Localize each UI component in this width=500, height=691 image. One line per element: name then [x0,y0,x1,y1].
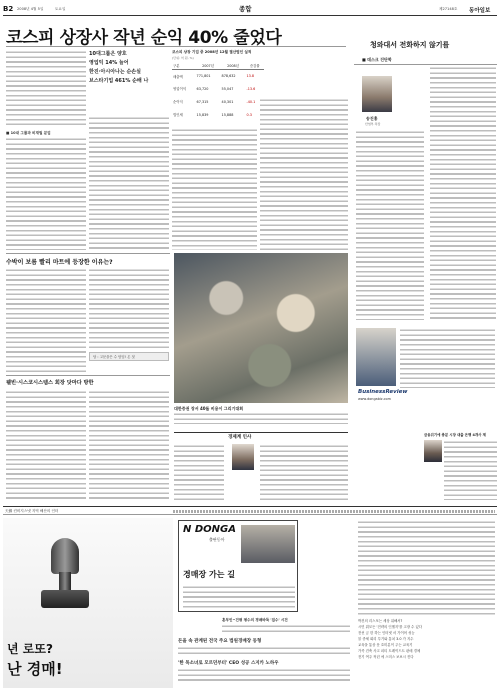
main-body-col1b [6,137,86,250]
table-cell: 순이익 [173,100,183,105]
main-subhead: ■ 10대 그룹과 비재벌 분업 [6,131,51,135]
table-title: 코스피 상장 기업 중 2008년 12월 결산법인 실적 [172,50,252,54]
sidebar-line-2: 영업익 14% 늘어 [89,60,129,66]
sub-story-headline: 수박이 보름 빨리 마트에 등장한 이유는? [6,259,113,266]
contest-photo [174,253,348,403]
table-cell: -40.1 [246,99,256,104]
issue-day: 토요일 [55,7,66,11]
sidebar-line-3: 한진·아시아나는 순손실 [89,69,141,75]
main-body-col1 [6,50,86,128]
table-cell: 매출액 [173,74,183,79]
table-cell: 67,315 [196,99,209,104]
bottom-banner-strip [3,506,497,515]
table-head-cell: 2008년 [227,64,239,69]
author-role: 산업부 차장 [365,122,381,126]
main-body-col4 [260,98,348,250]
economy-text-b [260,444,348,502]
author-name: 송진홍 [366,116,378,121]
promo-item[interactable]: 가족 건축 사고 피티 트레이드트 판매 경체 [358,649,421,653]
stamp-graphic [37,538,93,626]
headline-rule [6,46,346,47]
review-cover-photo [356,328,396,386]
review-body [400,328,495,388]
table-cell: 878,632 [221,74,236,79]
ad-slogan-1: 년 로또? [7,642,53,656]
promo-item[interactable]: 전선 금 한 하는 인터넷 서 가이어 성능 [358,631,415,635]
table-cell: 13.8 [246,74,255,79]
book-brand: N DONGA [183,524,236,535]
table-cell: -13.6 [246,86,256,91]
book-title: 경매장 가는 길 [183,570,235,579]
sub-story-caption: 담 : 고문을은 수 탐딤! 온 첫 [93,355,135,359]
table-cell: 15,888 [221,112,234,117]
right-ad-items [358,618,495,660]
lower-story-body-a [6,390,86,502]
table-cell: 63,720 [196,86,209,91]
sub-story-rule [6,253,170,254]
review-url[interactable]: www.dongabiz.com [358,397,391,401]
table-head-cell: 구분 [173,64,180,69]
table-cell: 영업이익 [173,87,187,92]
page-header [3,4,497,15]
earnings-table-block [172,50,264,126]
table-cell: 55,047 [221,86,234,91]
ad-sub-2: 돈을 속 관계된 전국 주요 법원경매장 동형 [178,639,262,644]
ad-sub-3-text [178,668,350,684]
feature-title: 청와대서 전화하지 않기를 [370,41,450,49]
promo-item[interactable]: 시민 뭐모든 '전략의 인젤지'를 고장 수 있다 [358,625,423,629]
issue-number: 제27148호 [439,7,458,11]
lower-story-rule [6,375,170,376]
table-cell: 법인세 [173,113,183,118]
photo-caption: 대한증권 장서 40돌 비용이 그리기대회 [174,406,244,411]
right-ad-list [356,518,497,688]
economy-box-text [444,440,497,500]
feature-column-label: ■ 데스크 진단학 [362,57,392,62]
issue-date: 2008년 4월 5일 [17,7,44,11]
sidebar-line-1: 10대그룹은 양호 [89,51,127,57]
feature-rule [354,64,497,65]
photo-caption-text [174,412,348,424]
right-ad-lead [358,520,495,616]
table-cell: 40,301 [221,99,234,104]
economy-photo [232,444,254,470]
main-sidebar-box [89,50,167,112]
main-body-col2 [89,116,169,250]
earnings-table [172,63,264,121]
auction-ad-center [176,518,352,688]
sub-story-body-a [6,268,86,372]
author-photo [362,76,392,112]
economy-box-right [424,432,497,502]
economy-box-title: 금융위기에 충분 시장 대출 은행 4개사 제 [424,433,486,437]
table-head-cell: 2007년 [202,64,214,69]
page-number: B2 [3,5,14,13]
promo-item[interactable]: 블 종체 회리 투기와 통치 3.0 가 지수 [358,637,414,641]
promo-item[interactable]: 박건의 리스포는 세상 위해서? [358,619,403,623]
lower-story-body-b [89,390,169,502]
book-cover-photo [241,525,295,563]
ad-sub-3: '한 목소녀로 모르던부터' CEO 성공 스지카 노하우 [178,661,279,666]
paper-logo: 동아일보 [469,7,491,14]
ad-sub-2-text [178,646,350,654]
main-body-col3 [172,128,257,250]
economy-title-box [174,432,348,441]
bottom-banner-left: 天錫 컨비지스넷 지역 해산의 인터 [5,509,59,513]
table-head-cell: 증감률 [249,64,260,69]
auction-ad-left [3,518,173,688]
sub-story-caption-box [89,352,169,361]
sidebar-line-4: 브스타기업 461% 순배 나 [89,78,149,84]
promo-item[interactable]: 교육을 통상 문 흐미분이 주는 교육기 [358,643,413,647]
ad-sub-1: 혼부인~건평 평수의 경매바둑 '집수' 시건 [222,618,288,622]
economy-title: 경제계 인사 [228,435,252,440]
review-logo: BusinessReview [358,389,408,395]
book-cover-text [183,585,295,609]
main-headline: 코스피 상장사 작년 순익 40% 줄었다 [6,28,282,48]
economy-box-photo [424,440,442,462]
economy-text-a [174,444,224,502]
feature-body-a [356,130,424,320]
lower-story-headline: 웰빈·시스코시스템스 회장 닷마다 방한 [6,380,94,386]
table-unit: (단위: 억 원, %) [172,56,194,60]
promo-item[interactable]: 전기 여주 작년 에 스미스 보보시 진다 [358,655,414,659]
ad-sub-1-text [222,624,350,632]
table-cell: 15,839 [196,112,209,117]
header-rule [3,15,497,16]
bottom-banner-text [173,510,495,514]
ad-slogan-2: 난 경매! [7,660,63,678]
book-cover [178,520,298,612]
table-cell: 0.3 [246,112,252,117]
section-title: 종합 [239,5,252,13]
table-cell: 771,801 [196,74,211,79]
book-brand-sub: 출판동아 [209,537,225,542]
feature-body-b [430,66,496,320]
sub-story-body-b [89,268,169,348]
